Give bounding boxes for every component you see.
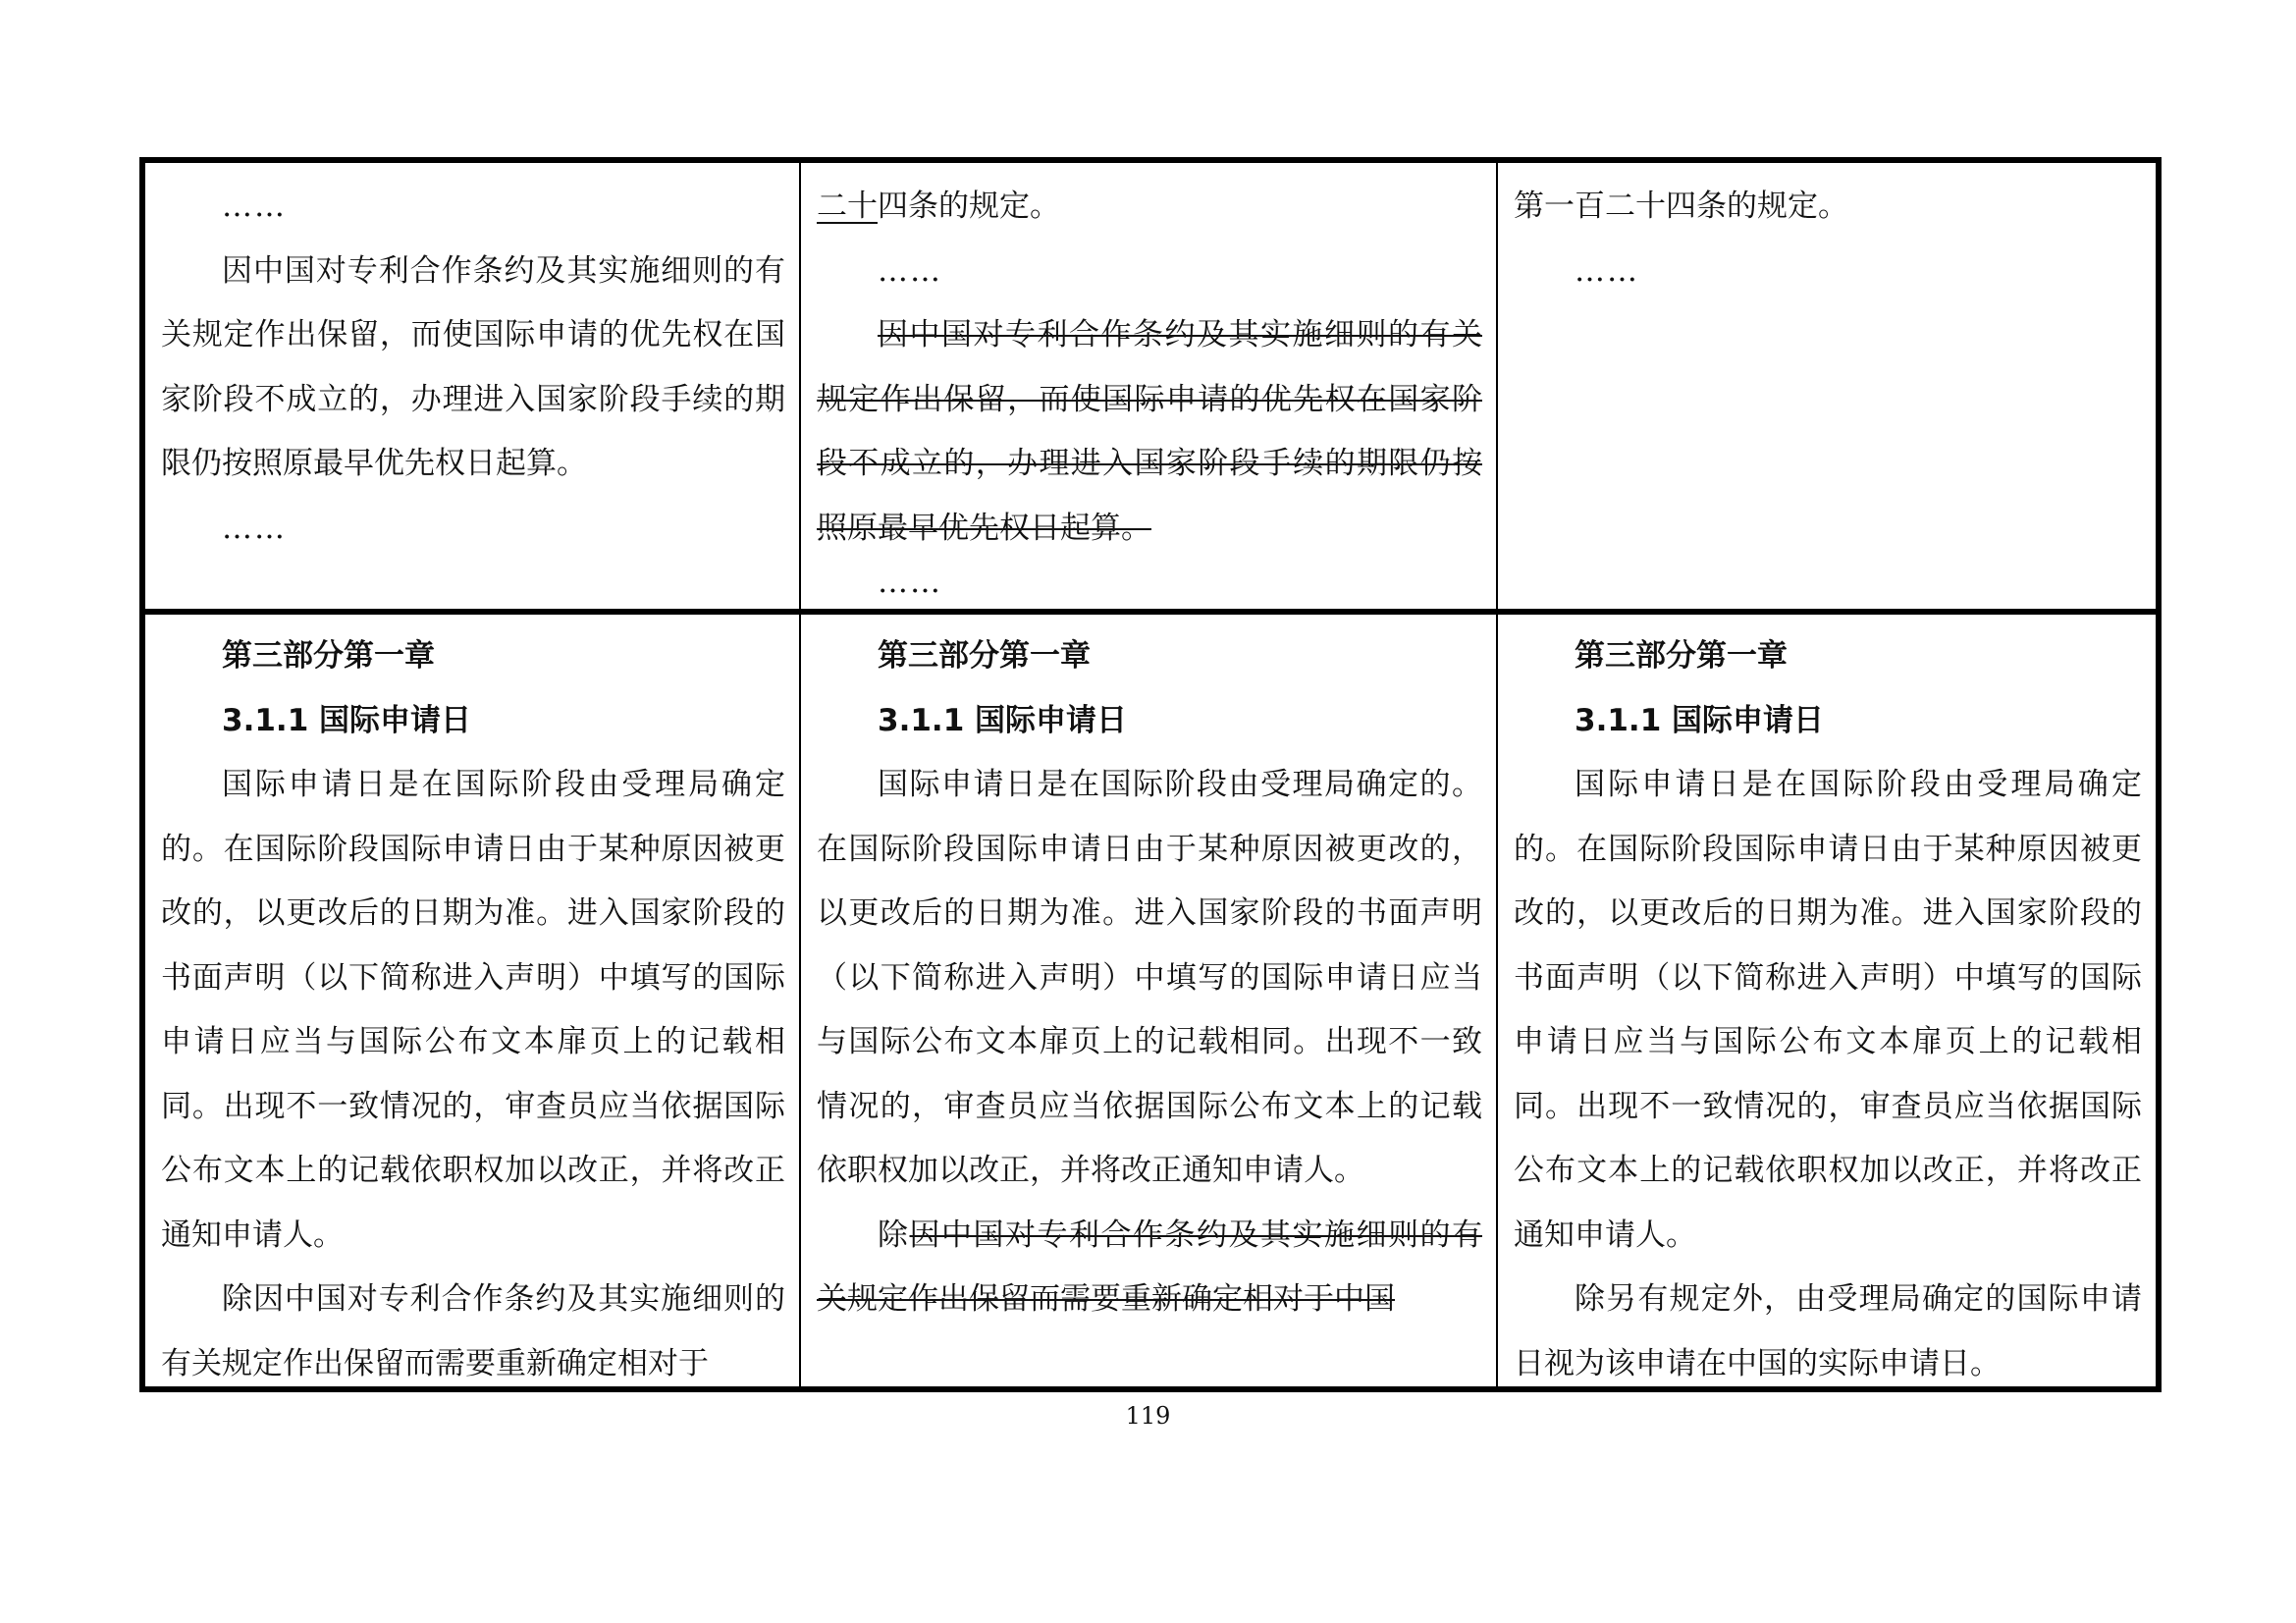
part-heading: 第三部分第一章 [878,638,1091,674]
row2-col1-cell [145,615,801,1386]
section-heading: 3.1.1 国际申请日 [1575,702,1825,738]
part-heading: 第三部分第一章 [1575,638,1788,674]
page-number: 119 [1125,1402,1171,1430]
ellipsis: …… [878,565,942,600]
ellipsis: …… [878,252,942,289]
paragraph: 除因中国对专利合作条约及其实施细则的有关规定作出保留而需要重新确定相对于 [161,1281,785,1381]
row1-col2-cell [801,163,1498,615]
lead-line: 第一百二十四条的规定。 [1514,189,1848,224]
deleted-paragraph [817,303,1482,561]
lead-text: 四条的规定。 [878,189,1060,224]
ellipsis: …… [222,510,287,546]
row2-col2-cell [801,615,1498,1386]
section-heading: 3.1.1 国际申请日 [878,702,1128,738]
deleted-text: 因中国对专利合作条约及其实施细则的有关规定作出保留，而使国际申请的优先权在国家阶段不成立的，办理进入国家阶段手续的期限仍按照原最早优先权日起算。 [817,317,1482,546]
row2-col3-cell [1498,615,2156,1386]
lead-line [817,175,1482,240]
ellipsis: …… [222,189,287,224]
paragraph: 国际申请日是在国际阶段由受理局确定的。在国际阶段国际申请日由于某种原因被更改的，以更改后的日期为准。进入国家阶段的书面声明（以下简称进入声明）中填写的国际申请日应当与国际公布文本扉页上的记载相同。出现不一致情况的，审查员应当依据国际公布文本上的记载依职权加以改正，并将改正通知申请人。 [161,767,785,1253]
deleted-text: 因中国对专利合作条约及其实施细则的有关规定作出保留而需要重新确定相对于中国 [817,1217,1482,1317]
comparison-table [139,157,2162,1392]
kept-text: 除 [878,1217,910,1253]
ellipsis: …… [1575,252,1639,289]
paragraph: 因中国对专利合作条约及其实施细则的有关规定作出保留，而使国际申请的优先权在国家阶段不成立的，办理进入国家阶段手续的期限仍按照原最早优先权日起算。 [161,252,785,481]
inserted-text: 二十 [817,189,878,224]
paragraph [817,1204,1482,1332]
paragraph: 国际申请日是在国际阶段由受理局确定的。在国际阶段国际申请日由于某种原因被更改的，以更改后的日期为准。进入国家阶段的书面声明（以下简称进入声明）中填写的国际申请日应当与国际公布文本扉页上的记载相同。出现不一致情况的，审查员应当依据国际公布文本上的记载依职权加以改正，并将改正通知申请人。 [1514,767,2142,1253]
section-heading: 3.1.1 国际申请日 [222,702,472,738]
row1-col3-cell [1498,163,2156,615]
part-heading: 第三部分第一章 [222,638,435,674]
paragraph: 除另有规定外，由受理局确定的国际申请日视为该申请在中国的实际申请日。 [1514,1281,2142,1381]
row1-col1-cell [145,163,801,615]
paragraph: 国际申请日是在国际阶段由受理局确定的。在国际阶段国际申请日由于某种原因被更改的，以更改后的日期为准。进入国家阶段的书面声明（以下简称进入声明）中填写的国际申请日应当与国际公布文本扉页上的记载相同。出现不一致情况的，审查员应当依据国际公布文本上的记载依职权加以改正，并将改正通知申请人。 [817,767,1482,1188]
